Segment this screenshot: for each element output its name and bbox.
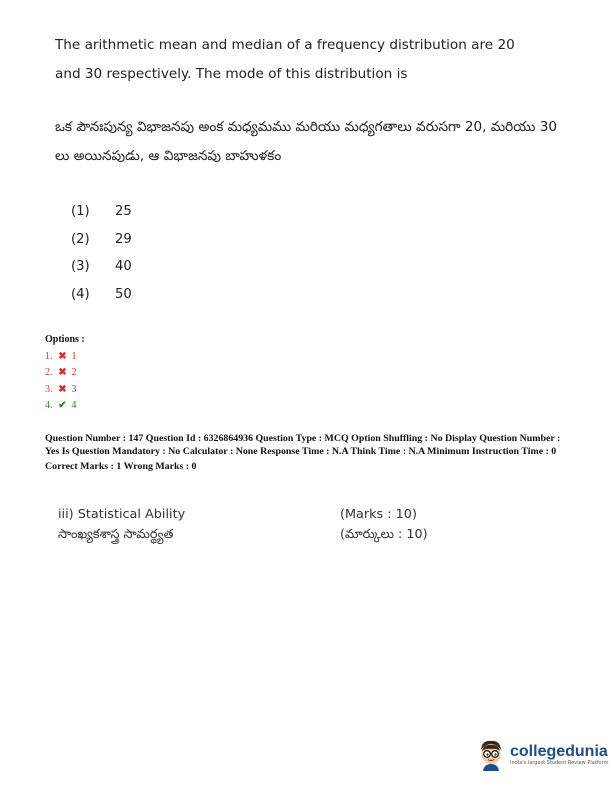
question-text-telugu: ఒక పౌనఃపున్య విభాజనపు అంక మధ్యమము మరియు మధ్యగతాలు వరుసగా 20, మరియు 30 లు అయినపుడు, ఆ విభాజనపు బాహుళకం — [55, 119, 558, 164]
question-marks: Correct Marks : 1 Wrong Marks : 0 — [45, 461, 197, 473]
choice-value: 25 — [115, 204, 132, 220]
choice-3 — [71, 253, 132, 281]
option-item-4 — [45, 398, 85, 415]
option-item-1 — [45, 348, 85, 365]
choice-number: (3) — [71, 259, 90, 275]
section-marks-english: (Marks : 10) — [340, 507, 417, 522]
option-value: 2 — [71, 367, 77, 379]
collegedunia-logo — [476, 738, 608, 772]
section-title-telugu: సాంఖ్యకశాస్త్ర సామర్థ్యత — [58, 527, 174, 542]
brand-name: collegedunia — [510, 743, 608, 760]
option-value: 4 — [71, 400, 77, 412]
answer-choices — [71, 198, 132, 308]
cross-icon: ✖ — [58, 367, 67, 379]
options-list — [45, 334, 85, 414]
choice-1 — [71, 198, 132, 226]
options-heading: Options : — [45, 334, 85, 345]
section-title — [58, 505, 185, 545]
brand-tagline: India's largest Student Review Platform — [510, 760, 609, 766]
choice-number: (1) — [71, 204, 90, 220]
section-marks — [340, 505, 428, 545]
option-index: 1. — [45, 350, 53, 362]
question-metadata — [45, 433, 575, 474]
cross-icon: ✖ — [58, 350, 67, 362]
section-title-english: iii) Statistical Ability — [58, 507, 186, 522]
check-icon: ✔ — [58, 400, 67, 412]
option-index: 3. — [45, 383, 53, 395]
choice-number: (2) — [71, 231, 90, 247]
option-index: 4. — [45, 400, 53, 412]
option-value: 3 — [71, 383, 77, 395]
choice-value: 40 — [115, 259, 132, 275]
option-item-2 — [45, 365, 85, 382]
choice-2 — [71, 226, 132, 254]
choice-4 — [71, 281, 132, 309]
choice-value: 50 — [115, 286, 132, 302]
option-item-3 — [45, 381, 85, 398]
cross-icon: ✖ — [58, 383, 67, 395]
section-marks-telugu: (మార్కులు : 10) — [340, 527, 428, 542]
option-value: 1 — [71, 350, 77, 362]
question-text-english: The arithmetic mean and median of a frequency distribution are 20 and 30 respectively. The mode of this distribution is — [55, 37, 515, 82]
option-index: 2. — [45, 367, 53, 379]
mascot-icon — [476, 738, 506, 772]
choice-number: (4) — [71, 286, 90, 302]
choice-value: 29 — [115, 231, 132, 247]
question-details: Question Number : 147 Question Id : 6326864936 Question Type : MCQ Option Shuffling : No Display Question Number : Yes Is Question Mandatory : No Calculator : None Response Time : N.A Think Time : N.A Minimum Instruction Time : 0 — [45, 433, 561, 457]
